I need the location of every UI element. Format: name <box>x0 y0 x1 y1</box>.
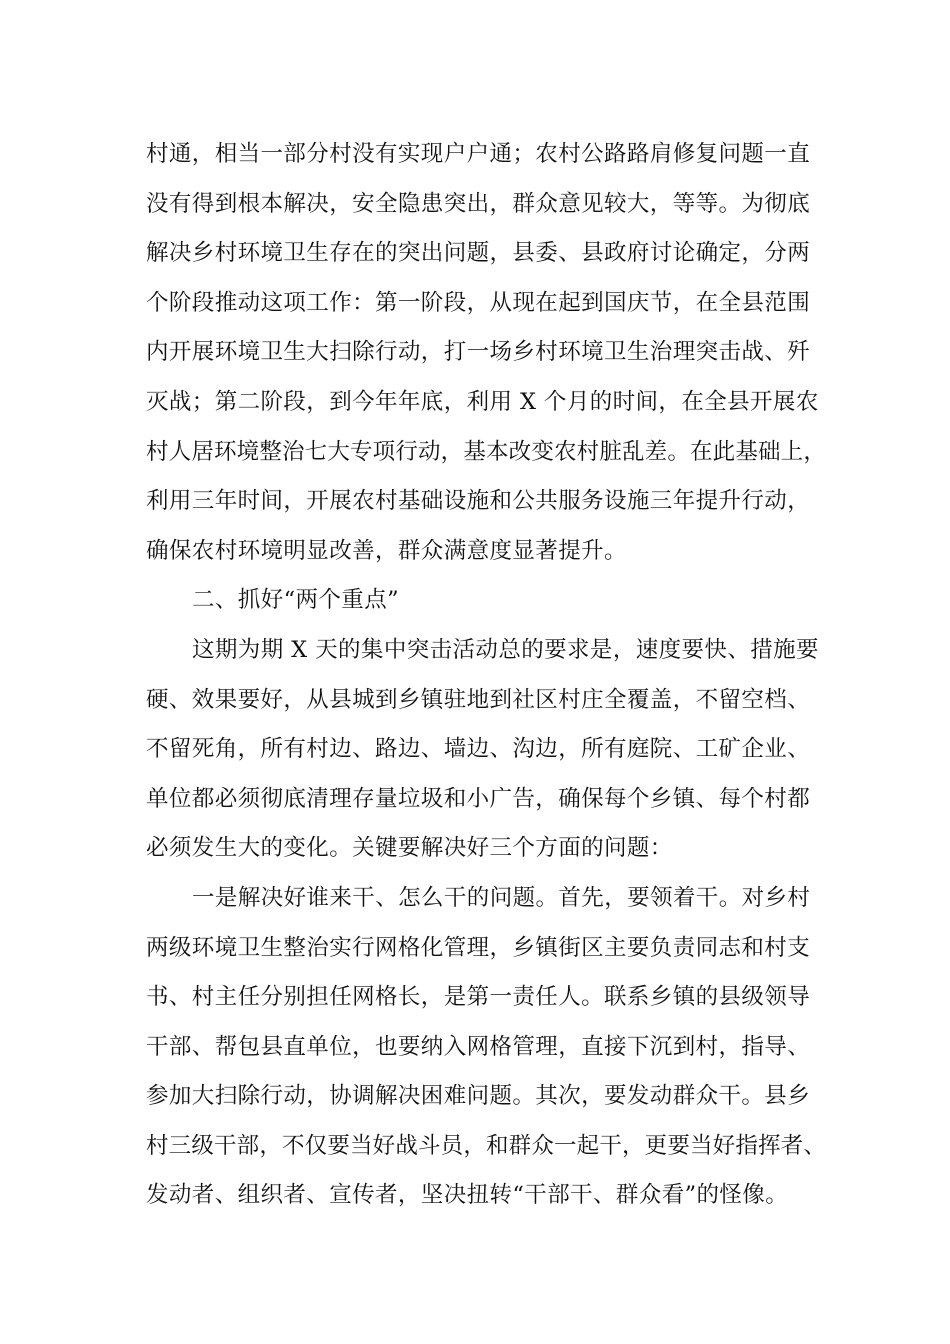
text-line: 没有得到根本解决，安全隐患突出，群众意见较大，等等。为彻底 <box>146 190 811 217</box>
text-line: 硬、效果要好，从县城到乡镇驻地到社区村庄全覆盖，不留空档、 <box>146 686 811 713</box>
text-line: 这期为期 X 天的集中突击活动总的要求是，速度要快、措施要 <box>192 636 819 663</box>
text-line: 解决乡村环境卫生存在的突出问题，县委、县政府讨论确定，分两 <box>146 240 811 267</box>
text-line: 干部、帮包县直单位，也要纳入网格管理，直接下沉到村，指导、 <box>146 1033 811 1060</box>
section-heading: 二、抓好“两个重点” <box>192 587 400 614</box>
text-line: 书、村主任分别担任网格长，是第一责任人。联系乡镇的县级领导 <box>146 984 811 1011</box>
text-line: 不留死角，所有村边、路边、墙边、沟边，所有庭院、工矿企业、 <box>146 736 811 763</box>
text-line: 村通，相当一部分村没有实现户户通；农村公路路肩修复问题一直 <box>146 141 811 167</box>
text-line: 发动者、组织者、宣传者，坚决扭转“干部干、群众看”的怪像。 <box>146 1182 789 1209</box>
text-line: 个阶段推动这项工作：第一阶段，从现在起到国庆节，在全县范围 <box>146 289 811 316</box>
text-line: 灭战；第二阶段，到今年年底，利用 X 个月的时间，在全县开展农 <box>146 388 819 415</box>
document-body <box>146 130 826 1221</box>
text-line: 村人居环境整治七大专项行动，基本改变农村脏乱差。在此基础上， <box>146 438 827 465</box>
text-line: 一是解决好谁来干、怎么干的问题。首先，要领着干。对乡村 <box>192 884 811 911</box>
text-line: 必须发生大的变化。关键要解决好三个方面的问题： <box>146 835 673 862</box>
text-line: 单位都必须彻底清理存量垃圾和小广告，确保每个乡镇、每个村都 <box>146 785 811 812</box>
text-line: 内开展环境卫生大扫除行动，打一场乡村环境卫生治理突击战、歼 <box>146 339 811 366</box>
text-line: 利用三年时间，开展农村基础设施和公共服务设施三年提升行动， <box>146 488 811 515</box>
text-line: 村三级干部，不仅要当好战斗员，和群众一起干，更要当好指挥者、 <box>146 1132 827 1159</box>
text-line: 两级环境卫生整治实行网格化管理，乡镇街区主要负责同志和村支 <box>146 934 811 961</box>
text-line: 确保农村环境明显改善，群众满意度显著提升。 <box>146 537 627 564</box>
text-line: 参加大扫除行动，协调解决困难问题。其次，要发动群众干。县乡 <box>146 1083 811 1110</box>
